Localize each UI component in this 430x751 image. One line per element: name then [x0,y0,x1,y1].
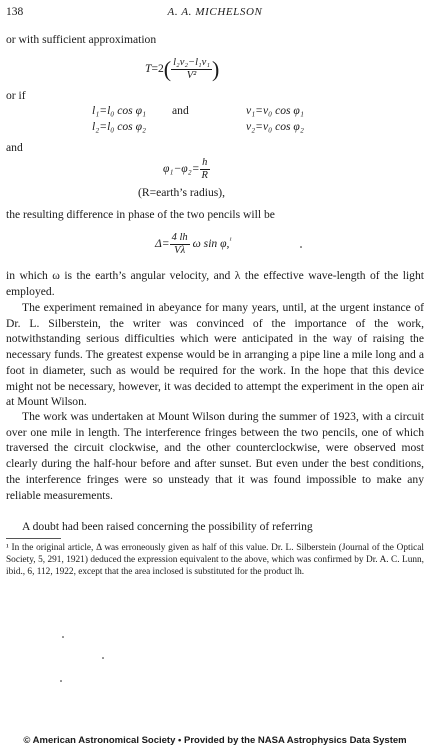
footnote: ¹ In the original article, Δ was erroneously given as half of this value. Dr. L. Silberstein (Journal of the Optical Society, 5, 291, 1921) deduced the expression equivalent to the above, which was confirmed by Dr. A. C. Lunn, ibid., 6, 112, 1922, except that the area inclosed is substituted for the product lh. [6,543,424,578]
and-line: and [6,141,23,154]
scan-speck [60,680,62,682]
scan-speck [102,657,104,659]
eq2-and: and [172,104,189,117]
eq4-numerator: 4 lh [171,232,188,243]
eq4-denominator: Vλ [174,245,186,256]
page-footer: © American Astronomical Society • Provided by the NASA Astrophysics Data System [23,735,407,746]
eq3-lhs: φ₁−φ₂= [163,162,200,176]
eq2-l1: l₁=l₀ cos φ₁ [92,104,147,117]
eq2-v1: v₁=v₀ cos φ₁ [246,104,304,117]
intro-line: or with sufficient approximation [6,33,157,46]
page-number: 138 [6,6,24,18]
eq1-coef: 2 [158,62,164,76]
scan-speck [300,246,302,248]
eq3-note: (R=earth’s radius), [138,186,226,199]
or-if-line: or if [6,89,26,102]
paragraph-omega: in which ω is the earth’s angular velocity, and λ the effective wave-length of the light employed. [6,269,424,298]
eq1-denominator: V² [186,70,197,81]
paragraph-mount-wilson: The work was undertaken at Mount Wilson during the summer of 1923, with a circuit over one mile in length. The interference fringes between the two pencils, one of which traversed the circuit clockwise, and the other counterclockwise, were observed most clearly during the half-hour before and after sunset. But even under the best conditions, the interference fringes were so unsteady that it was found impossible to make any reliable measurements. [6,410,424,502]
eq1-numerator: l₂v₂−l₁v₁ [173,57,210,68]
result-line: the resulting difference in phase of the two pencils will be [6,208,275,221]
eq3-numerator: h [200,157,210,170]
eq3-denominator: R [201,170,208,181]
eq2-v2: v₂=v₀ cos φ₂ [246,120,304,133]
scan-speck [62,636,64,638]
equation-phi [163,157,210,182]
eq1-lhs: T [145,62,152,76]
footnote-marker: ¹ [229,235,232,245]
equation-t: T=2( $\frac{\text{l₂v₂−l₁v₁}}{\text{V²}}$ ) [145,56,220,82]
footnote-rule [6,538,61,539]
running-head: A. A. MICHELSON [167,6,263,18]
eq2-l2: l₂=l₀ cos φ₂ [92,120,147,133]
paragraph-experiment: The experiment remained in abeyance for many years, until, at the urgent instance of Dr. L. Silberstein, the writer was convinced of the importance of the work, notwithstanding serious difficulties which were anticipated in the way of raising the necessary funds. The greatest expense would be in arranging a pipe line a mile long and a foot in diameter, such as would be required for the work. In the hope that this device might not be necessary, however, it was decided to attempt the experiment in the open air at Mount Wilson. [6,301,424,409]
paragraph-doubt: A doubt had been raised concerning the possibility of referring [22,520,313,533]
equation-delta [155,232,232,257]
eq4-rhs: ω sin φ, [192,237,230,251]
page-header [6,6,424,22]
eq4-lhs: Δ= [155,237,170,251]
